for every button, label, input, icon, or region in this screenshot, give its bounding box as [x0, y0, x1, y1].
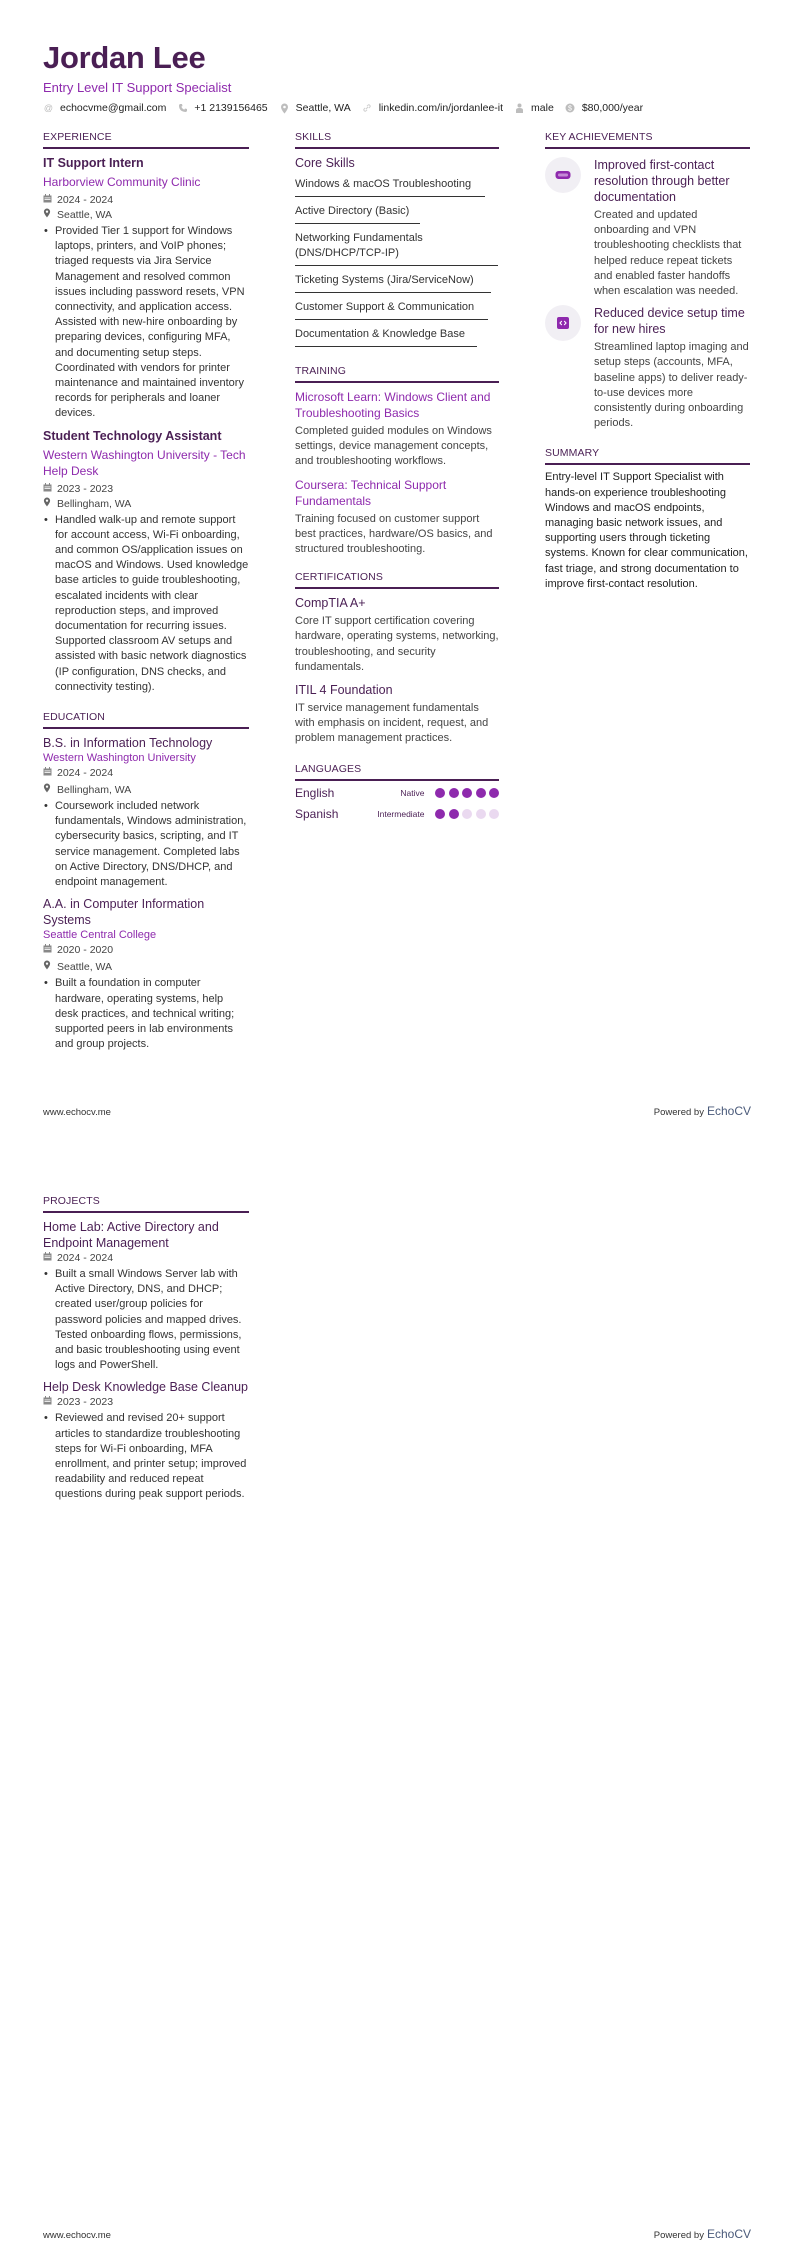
project-title: Home Lab: Active Directory and Endpoint Management — [43, 1220, 219, 1250]
contact-gender — [514, 101, 554, 115]
resume-header — [43, 40, 763, 115]
achievements-heading: KEY ACHIEVEMENTS — [545, 131, 750, 149]
language-level: Intermediate — [377, 809, 425, 820]
left-column — [43, 131, 249, 1058]
contact-salary — [565, 101, 643, 115]
education-bullet: • Coursework included network fundamentals, Windows administration, cybersecurity basics, scripting, and IT service management. Completed labs on Active Directory, DNS/DHCP, and endpoint management. — [43, 799, 249, 890]
candidate-name: Jordan Lee — [43, 40, 206, 75]
job-location: Seattle, WA — [43, 208, 249, 223]
degree-title: A.A. in Computer Information Systems — [43, 897, 205, 928]
job-location: Bellingham, WA — [43, 497, 249, 512]
skill-item: Documentation & Knowledge Base — [295, 324, 477, 347]
project-entry — [43, 1219, 249, 1373]
experience-heading: EXPERIENCE — [43, 131, 249, 149]
degree-title: B.S. in Information Technology — [43, 736, 213, 751]
training-desc: Training focused on customer support best practices, hardware/OS basics, and structured troubleshooting. — [295, 512, 493, 556]
contact-email-text: echocvme@gmail.com — [60, 102, 167, 114]
job-dates: 2023 - 2023 — [43, 482, 249, 497]
project-bullet: • Reviewed and revised 20+ support articles to standardize troubleshooting steps for Wi-Fi onboarding, MFA enrollment, and printer setup; improved readability and reduced repeat questions during peak support periods. — [43, 1411, 249, 1502]
contact-salary-text: $80,000/year — [581, 102, 644, 114]
svg-text:$: $ — [568, 105, 573, 112]
right-column — [545, 131, 750, 592]
certification-desc: Core IT support certification covering hardware, operating systems, networking, troubleshooting, and security fundamentals. — [295, 615, 499, 673]
language-row — [295, 783, 499, 804]
project-dates: 2023 - 2023 — [43, 1395, 249, 1410]
skill-item: Customer Support & Communication — [295, 297, 488, 320]
left-column-page-2 — [43, 1195, 249, 1509]
job-bullet: • Provided Tier 1 support for Windows laptops, printers, and VoIP phones; triaged requests via Jira Service Management and resolved common issues including password resets, VPN connectivity, and application access. Assisted with new-hire onboarding by preparing devices, configuring MFA, and documenting setup steps. Coordinated with vendors for printer maintenance and maintained inventory records for peripherals and loaner devices. — [43, 224, 249, 422]
certifications-heading: CERTIFICATIONS — [295, 571, 499, 589]
skill-item: Windows & macOS Troubleshooting — [295, 174, 485, 197]
echocv-brand[interactable]: EchoCV — [706, 1104, 751, 1118]
link-icon — [362, 103, 373, 114]
rating-dot-filled — [449, 809, 459, 819]
skills-heading: SKILLS — [295, 131, 499, 149]
project-entry — [43, 1379, 249, 1502]
skill-item: Ticketing Systems (Jira/ServiceNow) — [295, 270, 491, 293]
skill-item: Active Directory (Basic) — [295, 201, 420, 224]
experience-entry — [43, 428, 249, 695]
rating-dot-filled — [435, 809, 445, 819]
experience-entry — [43, 155, 249, 422]
school-name: Western Washington University — [43, 752, 196, 765]
company-name: Western Washington University - Tech Help Desk — [43, 447, 246, 478]
rating-dot-filled — [435, 788, 445, 798]
skills-list — [295, 174, 499, 351]
rating-dot-filled — [476, 788, 486, 798]
calendar-icon — [43, 766, 55, 781]
project-bullets — [43, 1411, 249, 1502]
achievement-title: Reduced device setup time for new hires — [594, 306, 745, 337]
echocv-brand[interactable]: EchoCV — [706, 2227, 751, 2241]
calendar-icon — [43, 1251, 55, 1266]
phone-icon — [177, 103, 188, 114]
rating-dot-empty — [476, 809, 486, 819]
education-dates: 2020 - 2020 — [43, 943, 249, 958]
calendar-icon — [43, 1395, 55, 1410]
calendar-icon — [43, 943, 55, 958]
contact-email[interactable] — [43, 101, 166, 115]
company-name: Harborview Community Clinic — [43, 175, 201, 189]
skill-group-title: Core Skills — [295, 156, 355, 170]
project-bullet: • Built a small Windows Server lab with Active Directory, DNS, and DHCP; created user/group policies for password policies and mapped drives. Tested onboarding flows, permissions, and basic troubleshooting using event logs and PowerShell. — [43, 1267, 249, 1373]
rating-dot-filled — [489, 788, 499, 798]
candidate-role: Entry Level IT Support Specialist — [43, 80, 232, 95]
location-pin-icon — [279, 103, 290, 114]
footer-powered: Powered by EchoCV — [653, 1104, 751, 1118]
location-pin-icon — [43, 497, 55, 512]
at-icon: @ — [43, 102, 54, 113]
certification-desc: IT service management fundamentals with emphasis on incident, request, and problem management practices. — [295, 702, 489, 745]
languages-heading: LANGUAGES — [295, 763, 499, 781]
training-title: Coursera: Technical Support Fundamentals — [295, 477, 447, 508]
education-bullet: • Built a foundation in computer hardware, operating systems, help desk practices, and technical writing; supported peers in lab environments and group projects. — [43, 976, 249, 1052]
location-pin-icon — [43, 960, 55, 975]
page-footer — [43, 2227, 751, 2241]
job-bullets — [43, 513, 249, 695]
summary-text: Entry-level IT Support Specialist with hands-on experience troubleshooting Windows and macOS endpoints, managing basic network issues, and supporting users through ticketing systems. Known for clear communication, fast triage, and strong documentation to improve first-contact resolution. — [545, 471, 748, 590]
code-icon — [545, 305, 581, 341]
contact-bar — [43, 101, 763, 115]
footer-powered: Powered by EchoCV — [653, 2227, 751, 2241]
language-row — [295, 804, 499, 825]
summary-heading: SUMMARY — [545, 447, 750, 465]
middle-column — [295, 131, 499, 825]
education-entry — [43, 896, 249, 1052]
resume-page-2 — [0, 1123, 794, 2246]
education-entry — [43, 735, 249, 890]
projects-heading: PROJECTS — [43, 1195, 249, 1213]
job-bullet: • Handled walk-up and remote support for account access, Wi-Fi onboarding, and common OS/application issues on macOS and Windows. Used knowledge base articles to guide troubleshooting, escalated incidents with clear reproduction steps, and improved documentation for recurring issues. Supported classroom AV setups and assisted with basic network diagnostics (IP configuration, DNS checks, and connectivity testing). — [43, 513, 249, 695]
contact-linkedin-text: linkedin.com/in/jordanlee-it — [378, 102, 504, 114]
language-name: Spanish — [295, 807, 339, 822]
calendar-icon — [43, 193, 55, 208]
language-name: English — [295, 786, 335, 801]
school-name: Seattle Central College — [43, 929, 157, 942]
language-level: Native — [400, 788, 425, 799]
education-heading: EDUCATION — [43, 711, 249, 729]
contact-phone-text: +1 2139156465 — [194, 102, 268, 114]
contact-location — [279, 101, 351, 115]
battery-icon — [545, 157, 581, 193]
page-footer — [43, 1104, 751, 1118]
project-dates: 2024 - 2024 — [43, 1251, 249, 1266]
achievement-desc: Created and updated onboarding and VPN troubleshooting checklists that helped reduce repeat tickets and enabled faster handoffs when escalation was needed. — [594, 209, 742, 298]
rating-dot-empty — [462, 809, 472, 819]
contact-phone[interactable] — [177, 101, 267, 115]
rating-dot-filled — [462, 788, 472, 798]
education-location: Seattle, WA — [43, 960, 249, 975]
contact-location-text: Seattle, WA — [295, 102, 351, 114]
calendar-icon — [43, 482, 55, 497]
location-pin-icon — [43, 783, 55, 798]
achievement-desc: Streamlined laptop imaging and setup steps (accounts, MFA, baseline apps) to deliver ready-to-use devices more consistently during onboarding periods. — [594, 341, 749, 430]
rating-dot-empty — [489, 809, 499, 819]
contact-linkedin[interactable] — [362, 101, 503, 115]
job-title: IT Support Intern — [43, 156, 144, 170]
project-title: Help Desk Knowledge Base Cleanup — [43, 1380, 248, 1395]
project-bullets — [43, 1267, 249, 1373]
job-title: Student Technology Assistant — [43, 428, 222, 443]
certification-title: CompTIA A+ — [295, 596, 366, 611]
footer-website[interactable]: www.echocv.me — [43, 1107, 111, 1118]
skill-item: Networking Fundamentals (DNS/DHCP/TCP-IP) — [295, 228, 498, 266]
certification-title: ITIL 4 Foundation — [295, 683, 393, 698]
job-bullets — [43, 224, 249, 422]
training-desc: Completed guided modules on Windows settings, device management concepts, and troubleshooting workflows. — [295, 425, 492, 468]
education-bullets — [43, 799, 249, 890]
education-bullets — [43, 976, 249, 1052]
education-dates: 2024 - 2024 — [43, 766, 249, 781]
achievement-item — [545, 305, 750, 431]
person-icon — [514, 103, 525, 114]
rating-dot-filled — [449, 788, 459, 798]
achievement-item — [545, 157, 750, 299]
location-pin-icon — [43, 208, 55, 223]
footer-website[interactable]: www.echocv.me — [43, 2230, 111, 2241]
training-title: Microsoft Learn: Windows Client and Troubleshooting Basics — [295, 390, 491, 420]
training-heading: TRAINING — [295, 365, 499, 383]
contact-gender-text: male — [531, 102, 554, 114]
job-dates: 2024 - 2024 — [43, 193, 249, 208]
salary-icon — [565, 103, 576, 114]
education-location: Bellingham, WA — [43, 783, 249, 798]
achievement-title: Improved first-contact resolution through better documentation — [594, 158, 730, 204]
